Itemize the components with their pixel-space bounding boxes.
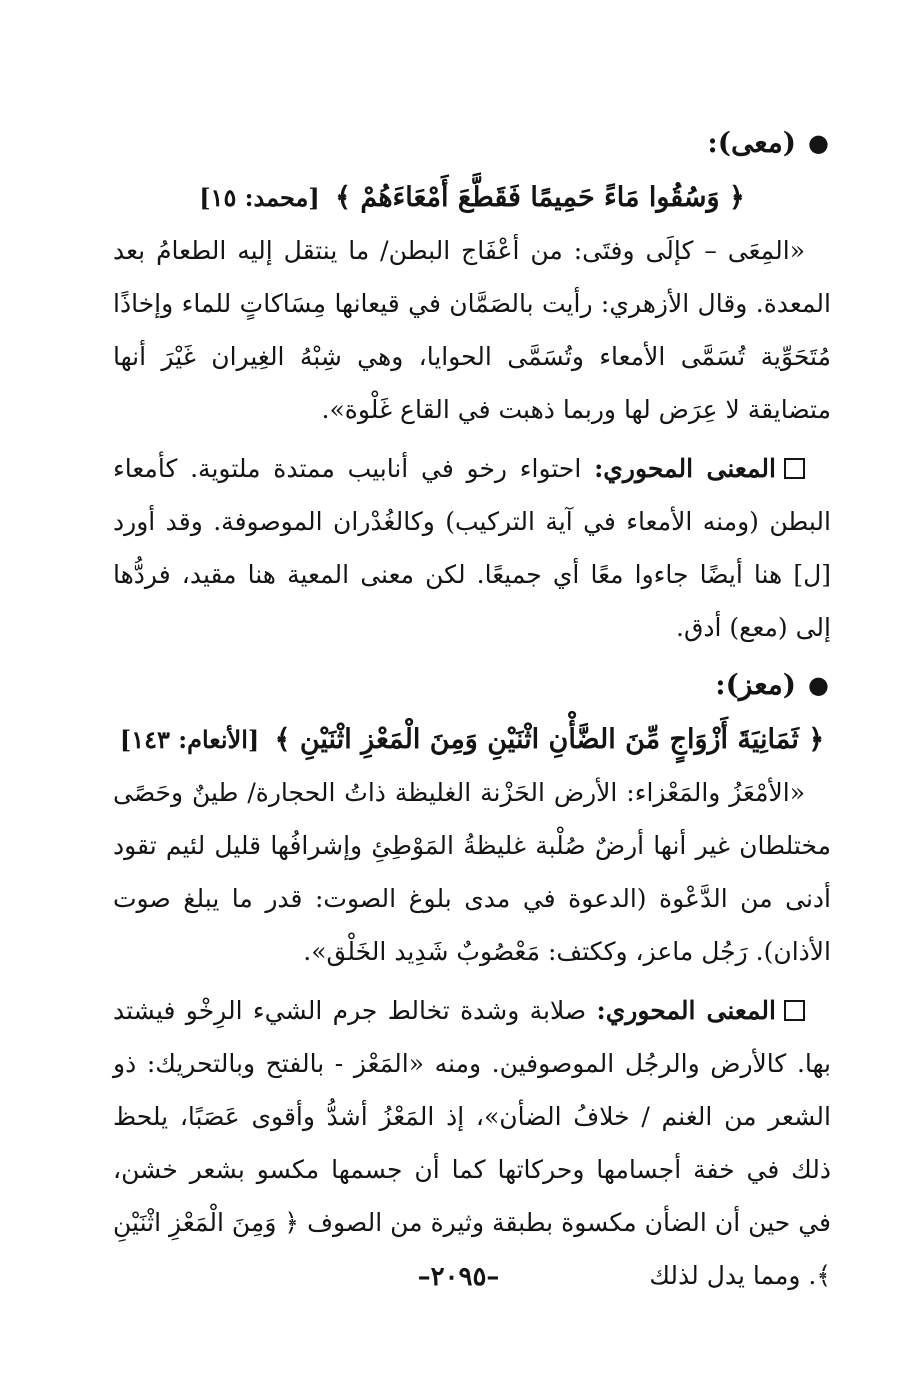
core-meaning-label: المعنى المحوري:: [594, 454, 776, 483]
verse-reference: [محمد: ١٥]: [199, 183, 320, 212]
entry-heading-maz: [113, 660, 831, 710]
page-number: –٢٠٩٥–: [417, 1262, 500, 1292]
verse-text: ﴿ وَسُقُوا مَاءً حَمِيمًا فَقَطَّعَ أَمْعَاءَهُمْ ﴾: [335, 182, 745, 213]
page-content: [113, 118, 831, 1302]
core-meaning-paragraph: [113, 442, 831, 654]
checkbox-icon: [784, 1000, 805, 1021]
core-meaning-paragraph: [113, 984, 831, 1302]
entry-heading-label: (معز):: [715, 668, 797, 701]
quran-verse: [113, 714, 831, 766]
core-meaning-label: المعنى المحوري:: [596, 996, 776, 1025]
bullet-icon: ●: [808, 670, 829, 699]
lexicon-quote: «الأمْعَزُ والمَعْزاء: الأرض الحَزْنة الغليظة ذاتُ الحجارة/ طينٌ وحَصًى مختلطان غير أنها أرضٌ صُلْبة غليظةُ المَوْطِئِ وإشرافُها قليل لئيم تقود أدنى من الدَّعْوة (الدعوة في مدى بلوغ الصوت: قدر ما يبلغ صوت الأذان). رَجُل ماعز، وككتف: مَعْصُوبٌ شَدِيد الخَلْق».: [113, 778, 831, 966]
lexicon-quote: «المِعَى – كإلَى وفتَى: من أعْفَاج البطن/ ما ينتقل إليه الطعامُ بعد المعدة. وقال الأزهري: رأيت بالصَمَّان في قيعانها مِسَاكاتٍ للماء وإخاذًا مُتَحَوِّية تُسَمَّى الأمعاء وتُسَمَّى الحوايا، وهي شِبْهُ الغِيران غَيْرَ أنها متضايقة لا عِرَض لها وربما ذهبت في القاع غَلْوة».: [113, 236, 831, 424]
checkbox-icon: [784, 458, 805, 479]
bullet-icon: ●: [808, 128, 829, 157]
core-meaning-text: احتواء رخو في أنابيب ممتدة ملتوية. كأمعاء البطن (ومنه الأمعاء في آية التركيب) وكالغُدْران الموصوفة. وقد أورد [ل] هنا أيضًا جاءوا معًا أي جميعًا. لكن معنى المعية هنا مقيد، فردُّها إلى (معع) أدق.: [113, 454, 831, 642]
verse-reference: [الأنعام: ١٤٣]: [119, 725, 260, 754]
verse-text: ﴿ ثَمَانِيَةَ أَزْوَاجٍ مِّنَ الضَّأْنِ اثْنَيْنِ وَمِنَ الْمَعْزِ اثْنَيْنِ ﴾: [274, 724, 825, 755]
entry-heading-mai: [113, 118, 831, 168]
core-meaning-text: صلابة وشدة تخالط جرم الشيء الرِخْو فيشتد بها. كالأرض والرجُل الموصوفين. ومنه «المَعْز - بالفتح وبالتحريك: ذو الشعر من الغنم / خلافُ الضأن»، إذ المَعْزُ أشدُّ وأقوى عَصَبًا، يلحظ ذلك في خفة أجسامها وحركاتها كما أن جسمها مكسو بشعر خشن، في حين أن الضأن مكسوة بطبقة وثيرة من الصوف ﴿ وَمِنَ الْمَعْزِ اثْنَيْنِ ﴾. ومما يدل لذلك: [113, 996, 831, 1290]
entry-heading-label: (معى):: [707, 126, 797, 159]
quran-verse: [113, 172, 831, 224]
